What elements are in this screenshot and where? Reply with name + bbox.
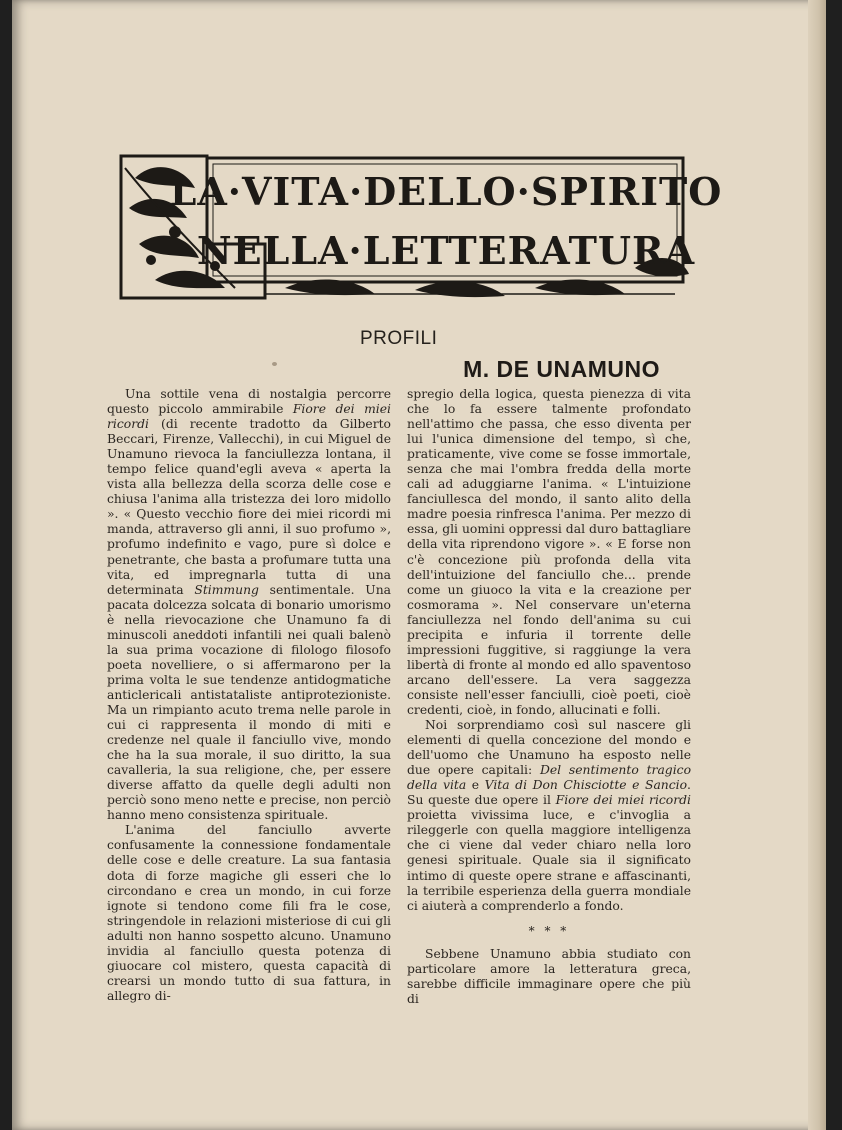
- text-column-right: [407, 387, 691, 1007]
- text-run: e: [466, 778, 485, 793]
- pencil-mark: [272, 362, 277, 366]
- article-title: M. DE UNAMUNO: [463, 356, 660, 382]
- book-title: Fiore dei miei ricordi: [555, 793, 691, 808]
- page: [12, 0, 826, 1130]
- text-run: proietta vivissima luce, e c'invoglia a rileggerle con quella maggiore intelligenza che ci viene dal veder chiaro nella loro genesi spirituale. Quale sia il significato intimo di queste opere strane e affascinanti, la terribile esperienza della guerra mondiale ci aiuterà a comprenderlo a fondo.: [407, 808, 691, 913]
- section-label: PROFILI: [360, 328, 438, 349]
- text-run: Noi sorprendiamo così sul nascere gli elementi di quella concezione del mondo e dell'uomo che Unamuno ha esposto nelle due opere capitali:: [407, 718, 691, 778]
- masthead-line-1: LA·VITA·DELLO·SPIRITO: [169, 168, 723, 214]
- paragraph: L'anima del fanciullo avverte confusamente la connessione fondamentale delle cose e delle creature. La sua fantasia dota di forze magiche gli esseri che lo circondano e crea un mondo, in cui forze ignote si tendono come fili fra le cose, stringendole in relazioni misteriose di cui gli adulti non hanno sospetto alcuno. Unamuno invidia al fanciullo questa potenza di giuocare col mistero, questa capacità di crearsi un mondo tutto di sua fattura, in allegro di-: [107, 823, 391, 1003]
- paragraph: spregio della logica, questa pienezza di vita che lo fa essere talmente profondato nell'attimo che passa, che esso diventa per lui l'unica dimensione del tempo, sì che, praticamente, vive come se fosse immortale, senza che mai l'ombra fredda della morte cali ad aduggiarne l'anima. « L'intuizione fanciullesca del mondo, il santo alito della madre poesia rinfresca l'anima. Per mezzo di essa, gli uomini oppressi dal duro battagliare della vita riprendono vigore ». « E forse non c'è concezione più profonda della vita dell'intuizione del fanciullo che... prende come un giuoco la vita e la creazione per cosmorama ». Nel conservare un'eterna fanciullezza nel fondo dell'anima su cui precipita e infuria il torrente delle impressioni fuggitive, si raggiunge la vera libertà di fronte al mondo ed allo spaventoso arcano dell'essere. La vera saggezza consiste nell'esser fanciulli, cioè poeti, cioè credenti, cioè, in fondo, allucinati e folli.: [407, 387, 691, 717]
- book-title: Vita di Don Chisciotte e Sancio: [484, 778, 688, 793]
- text-run: sentimentale. Una pacata dolcezza solcata di bonario umorismo è nella rievocazione che Unamuno fa di minuscoli aneddoti infantili nei quali balenò la sua prima vocazione di filologo filosofo poeta novelliere, o si affermarono per la prima volta le sue tendenze antidogmatiche anticlericali antistatalistе antiprotezioniste. Ma un rimpianto acuto trema nelle parole in cui ci rappresenta il mondo di miti e credenze nel quale il fanciullo vive, mondo che ha la sua morale, il suo diritto, la sua cavalleria, la sua religione, che, per essere diverse affatto da quelle degli adulti non perciò sono meno nette e precise, non perciò hanno meno consistenza spirituale.: [107, 582, 392, 823]
- foreign-term: Stimmung: [194, 582, 259, 597]
- paragraph: [107, 387, 391, 823]
- book-title: Fiore dei miei ricordi: [107, 402, 391, 432]
- page-edge: [808, 0, 826, 1130]
- paragraph: Sebbene Unamuno abbia studiato con particolare amore la letteratura greca, sarebbe difficile immaginare opere che più di: [407, 946, 691, 1006]
- header-plate: [115, 148, 723, 302]
- book-title: Del sentimento tragico della vita: [407, 763, 691, 793]
- publication-masthead: [169, 162, 723, 280]
- section-separator: * * *: [528, 923, 570, 938]
- text-run: Una sottile vena di nostalgia percorre questo piccolo ammirabile: [107, 387, 391, 417]
- paragraph: [407, 718, 691, 914]
- text-column-left: [107, 387, 391, 1004]
- text-run: (di recente tradotto da Gilberto Beccari, Firenze, Vallecchi), in cui Miguel de Unamuno rievoca la fanciullezza lontana, il tempo felice quand'egli aveva « aperta la vista alla bellezza della scorza delle cose e chiusa l'anima alla tristezza dei loro midollo ». « Questo vecchio fiore dei miei ricordi mi manda, attraverso gli anni, il suo profumo », profumo indefinito e vago, pure sì dolce e penetrante, che basta a profumare tutta una vita, ed impregnarla tutta di una determinata: [107, 417, 391, 597]
- text-run: . Su queste due opere il: [407, 778, 691, 808]
- masthead-line-2: NELLA·LETTERATURA: [196, 227, 696, 273]
